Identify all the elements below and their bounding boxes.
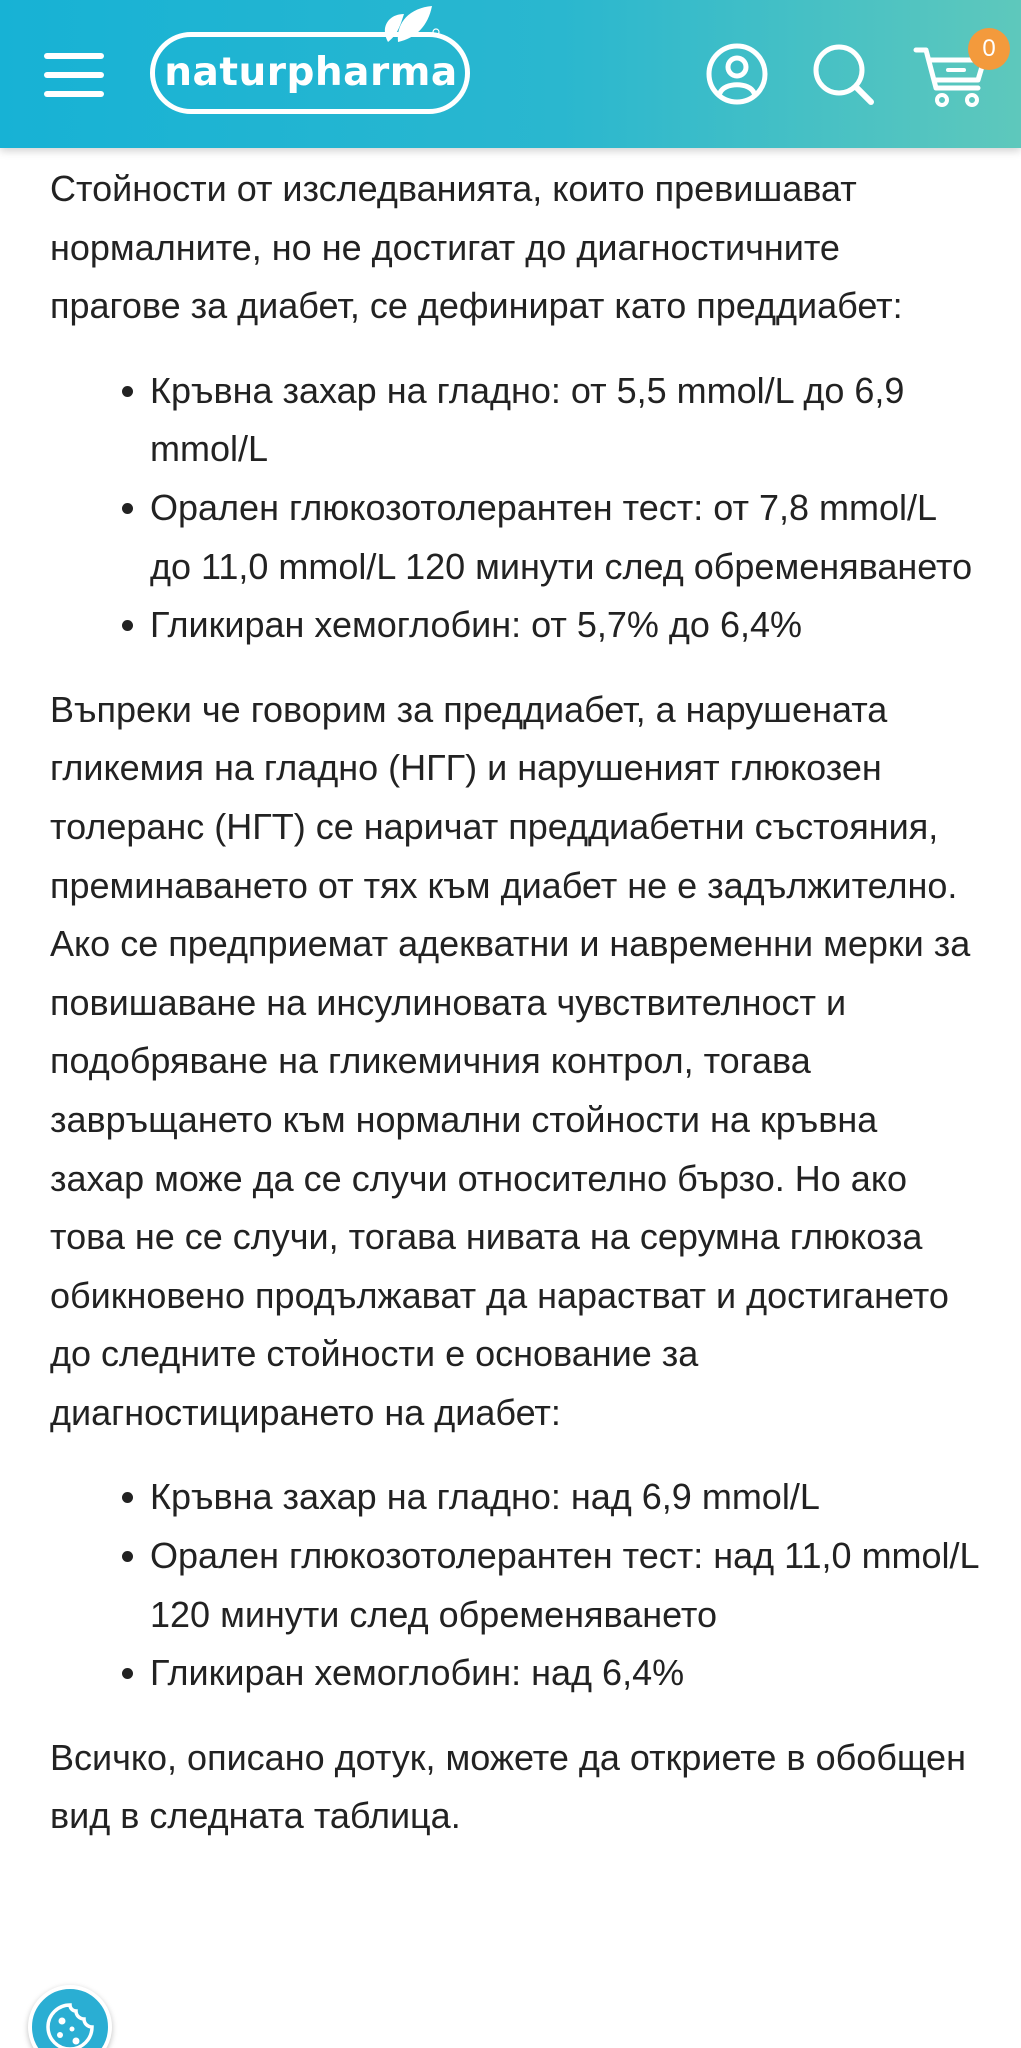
menu-icon-line bbox=[44, 91, 104, 97]
naturpharma-logo[interactable] bbox=[148, 2, 478, 120]
list-item: Гликиран хемоглобин: от 5,7% до 6,4% bbox=[150, 596, 980, 655]
menu-icon-line bbox=[44, 72, 104, 78]
cookie-icon bbox=[44, 2001, 96, 2048]
list-item: Орален глюкозотолерантен тест: от 7,8 mmol/L до 11,0 mmol/L 120 минути след обременяването bbox=[150, 479, 980, 596]
account-button[interactable] bbox=[697, 34, 777, 114]
diabetes-values-list bbox=[50, 1468, 980, 1702]
account-icon bbox=[697, 34, 777, 114]
menu-icon[interactable] bbox=[40, 44, 110, 104]
top-navigation-bar bbox=[0, 0, 1021, 148]
article-paragraph: Въпреки че говорим за преддиабет, а нарушената гликемия на гладно (НГГ) и нарушеният глюкозен толеранс (НГТ) се наричат преддиабетни състояния, преминаването от тях към диабет не е задължително. Ако се предприемат адекватни и навременни мерки за повишаване на инсулиновата чувствителност и подобряване на гликемичния контрол, тогава завръщането към нормални стойности на кръвна захар може да се случи относително бързо. Но ако това не се случи, тогава нивата на серумна глюкоза обикновено продължават да нарастват и достигането до следните стойности е основание за диагностицирането на диабет: bbox=[50, 688, 971, 1433]
cart-count-badge: 0 bbox=[968, 28, 1010, 70]
search-button[interactable] bbox=[803, 34, 883, 114]
search-icon bbox=[803, 34, 883, 114]
article-paragraph: Стойности от изследванията, които превишават нормалните, но не достигат до диагностичните прагове за диабет, се дефинират като преддиабет: bbox=[50, 168, 903, 327]
list-item: Орален глюкозотолерантен тест: над 11,0 mmol/L 120 минути след обременяването bbox=[150, 1527, 980, 1644]
article-content bbox=[50, 160, 980, 1846]
list-item: Гликиран хемоглобин: над 6,4% bbox=[150, 1644, 980, 1703]
list-item: Кръвна захар на гладно: от 5,5 mmol/L до 6,9 mmol/L bbox=[150, 362, 980, 479]
cart-button[interactable] bbox=[912, 34, 1008, 114]
list-item: Кръвна захар на гладно: над 6,9 mmol/L bbox=[150, 1468, 980, 1527]
logo-text: naturpharma bbox=[164, 50, 458, 95]
article-paragraph: Всичко, описано дотук, можете да откриете в обобщен вид в следната таблица. bbox=[50, 1736, 966, 1837]
prediabetes-values-list bbox=[50, 362, 980, 655]
menu-icon-line bbox=[44, 53, 104, 59]
cookie-settings-button[interactable] bbox=[28, 1985, 112, 2048]
